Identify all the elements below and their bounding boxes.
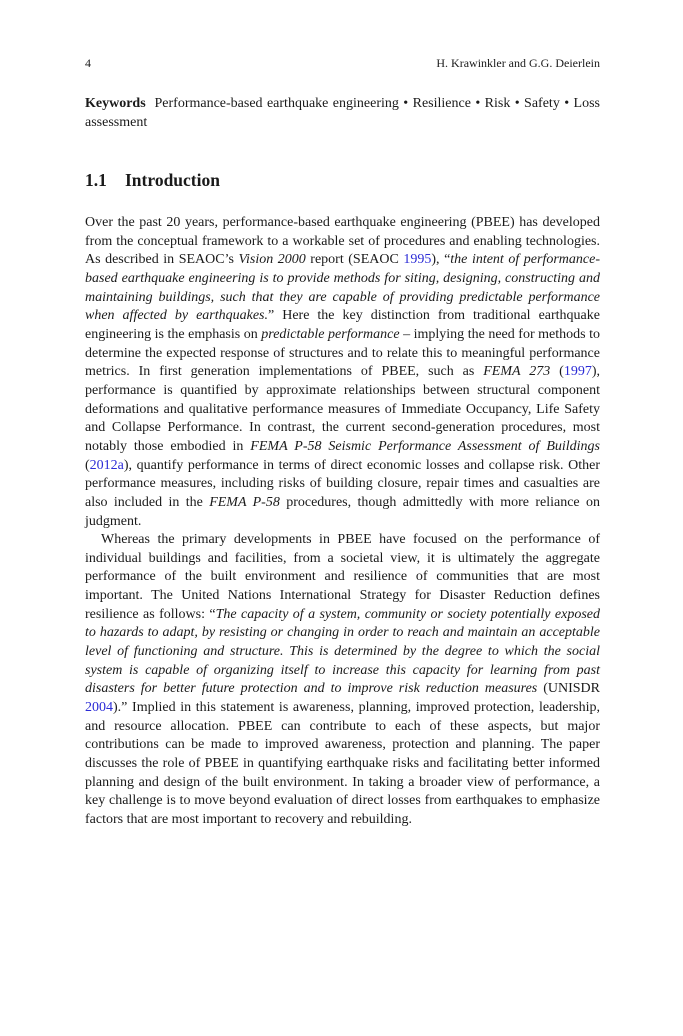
italic-run: predictable performance	[261, 326, 400, 342]
text-run: (	[550, 364, 564, 380]
keywords-text: Performance-based earthquake engineering • Resilience • Risk • Safety • Loss assessment	[85, 96, 600, 130]
page-number: 4	[85, 56, 91, 70]
italic-run: FEMA 273	[483, 364, 551, 380]
section-heading	[85, 169, 220, 191]
running-head: H. Krawinkler and G.G. Deierlein	[436, 56, 600, 70]
italic-run: FEMA P-58	[209, 494, 280, 510]
paragraph	[85, 531, 600, 830]
citation-link[interactable]: 1995	[403, 252, 432, 268]
text-run: – implying the need for methods to determine the expected response of structures and to relate this to meaningful performance metrics. In first generation implementations of PBEE, such as	[85, 326, 600, 380]
citation-link[interactable]: 2012a	[89, 457, 124, 473]
text-run: (	[85, 457, 90, 473]
citation-link[interactable]: 2004	[85, 700, 113, 716]
body-text	[85, 214, 600, 830]
text-run: ), “	[431, 252, 451, 268]
text-run: ), quantify performance in terms of direct economic losses and collapse risk. Other performance measures, including risks of building closure, repair times and casualties are also included in the	[85, 457, 600, 510]
text-run: ” Here the key distinction from traditional earthquake engineering is the emphasis on	[85, 308, 600, 342]
paragraph	[85, 214, 600, 531]
italic-run: FEMA P-58 Seismic Performance Assessment of Buildings	[250, 438, 600, 454]
text-run: ), performance is quantified by approximate relationships between structural component deformations and qualitative performance measures of Immediate Occupancy, Life Safety and Collapse Performance. In contrast, the current second-generation procedures, most notably those embodied in	[85, 364, 600, 454]
citation-link[interactable]: 1997	[563, 364, 592, 380]
keywords-block	[85, 94, 600, 132]
text-run: Over the past 20 years, performance-based earthquake engineering (PBEE) has developed from the conceptual framework to a workable set of procedures and enabling technologies. As described in SEAOC’s	[85, 215, 600, 268]
italic-run: Vision 2000	[238, 252, 306, 268]
text-run: report (SEAOC	[305, 252, 404, 268]
italic-run: the intent of performance-based earthquake engineering is to provide methods for siting, designing, constructing and maintaining buildings, such that they are capable of providing predictable performance when affected by earthquakes.	[85, 252, 600, 324]
keywords-label: Keywords	[85, 96, 146, 111]
section-title: Introduction	[125, 170, 220, 190]
text-run: ).” Implied in this statement is awareness, planning, improved protection, leadership, and resource allocation. PBEE can contribute to each of these aspects, but major contributions can be made to improved awareness, protection and planning. The paper discusses the role of PBEE in quantifying earthquake risks and facilitating better informed planning and design of the built environment. In taking a broader view of performance, a key challenge is to move beyond evaluation of direct losses from earthquakes to emphasize factors that are most important to recovery and rebuilding.	[85, 700, 600, 827]
text-run: Whereas the primary developments in PBEE have focused on the performance of individual buildings and facilities, from a societal view, it is ultimately the aggregate performance of the built environment and resilience of communities that are most important. The United Nations International Strategy for Disaster Reduction defines resilience as follows: “	[85, 532, 600, 622]
text-run: (UNISDR	[537, 681, 600, 697]
section-number: 1.1	[85, 170, 107, 190]
text-run: procedures, though admittedly with more reliance on judgment.	[85, 494, 600, 529]
italic-run: The capacity of a system, community or society potentially exposed to hazards to adapt, by resisting or changing in order to reach and maintain an acceptable level of functioning and structure. This is determined by the degree to which the social system is capable of organizing itself to increase this capacity for learning from past disasters for better future protection and to improve risk reduction measures	[85, 606, 600, 697]
